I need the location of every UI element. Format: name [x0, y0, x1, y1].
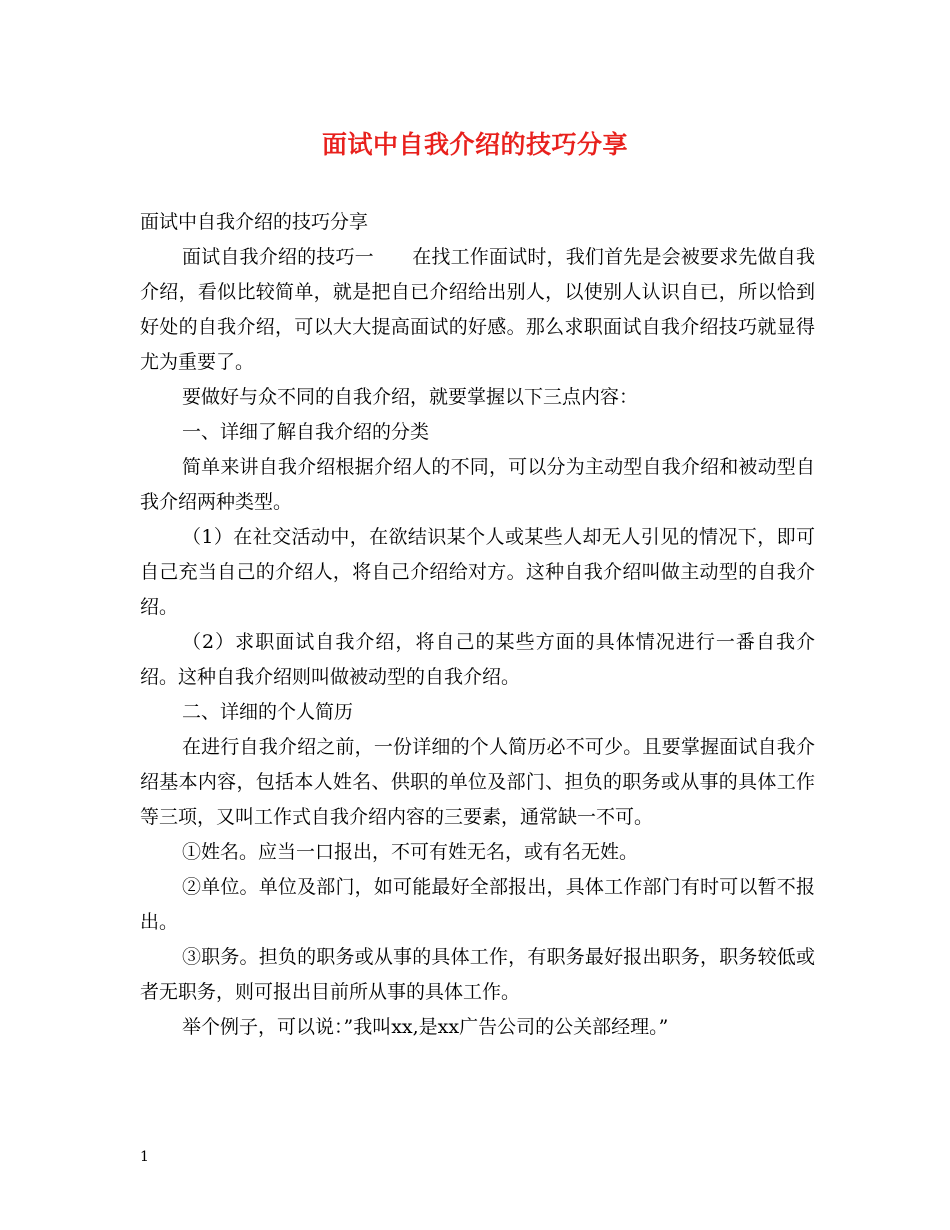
list-item: ③职务。担负的职务或从事的具体工作，有职务最好报出职务，职务较低或者无职务，则可报出目前所从事的具体工作。 [140, 946, 815, 1003]
paragraph: 在进行自我介绍之前，一份详细的个人简历必不可少。且要掌握面试自我介绍基本内容，包括本人姓名、供职的单位及部门、担负的职务或从事的具体工作等三项，又叫工作式自我介绍内容的三要素，通常缺一不可。 [140, 736, 815, 828]
document-body [140, 205, 815, 1045]
paragraph: 简单来讲自我介绍根据介绍人的不同，可以分为主动型自我介绍和被动型自我介绍两种类型。 [140, 456, 815, 513]
section-heading: 一、详细了解自我介绍的分类 [182, 421, 430, 443]
paragraph: 面试自我介绍的技巧一 在找工作面试时，我们首先是会被要求先做自我介绍，看似比较简单，就是把自已介绍给出别人，以使别人认识自已，所以恰到好处的自我介绍，可以大大提高面试的好感。那么求职面试自我介绍技巧就显得尤为重要了。 [140, 246, 815, 373]
list-item: ①姓名。应当一口报出，不可有姓无名，或有名无姓。 [182, 841, 639, 863]
page-number: 1 [140, 1149, 149, 1165]
section-heading: 二、详细的个人简历 [182, 701, 354, 723]
paragraph: 面试中自我介绍的技巧分享 [140, 211, 369, 233]
document-title: 面试中自我介绍的技巧分享 [321, 130, 628, 159]
list-item: ②单位。单位及部门，如可能最好全部报出，具体工作部门有时可以暂不报出。 [140, 876, 815, 933]
paragraph: （1）在社交活动中，在欲结识某个人或某些人却无人引见的情况下，即可自己充当自己的介绍人，将自己介绍给对方。这种自我介绍叫做主动型的自我介绍。 [140, 526, 815, 618]
paragraph: 举个例子，可以说：”我叫xx,是xx广告公司的公关部经理。” [182, 1016, 669, 1038]
paragraph: （2）求职面试自我介绍，将自己的某些方面的具体情况进行一番自我介绍。这种自我介绍则叫做被动型的自我介绍。 [140, 631, 815, 688]
paragraph: 要做好与众不同的自我介绍，就要掌握以下三点内容： [182, 386, 639, 408]
